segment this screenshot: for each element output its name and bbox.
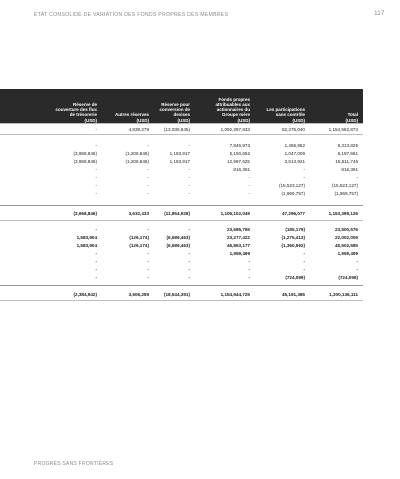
cell-equity-parent: 1,106,102,049 [220,211,250,216]
cell-equity-parent: 46,863,177 [227,243,250,248]
table-row [0,190,363,198]
cell-equity-parent: 5,150,652 [229,151,250,156]
table-row [0,226,363,234]
cell-equity-parent: - [248,275,250,280]
cell-cash-flow-hedge-reserve: - [95,175,97,180]
cell-non-controlling-interests: (185,179) [285,227,305,232]
cell-currency-translation-reserve: (13,036,845) [163,127,190,132]
cell-currency-translation-reserve: - [188,183,190,188]
cell-currency-translation-reserve: 1,183,917 [169,159,190,164]
cell-equity-parent: - [248,259,250,264]
table-row [0,150,363,158]
cell-other-reserves: 3,632,433 [128,211,149,216]
cell-cash-flow-hedge-reserve: 1,583,904 [76,235,97,240]
cell-equity-parent: 12,997,625 [227,159,250,164]
column-header-currency-translation-reserve: Réserve pour conversion de devises (USD) [159,101,190,123]
cell-total: - [356,175,358,180]
cell-total: 6,197,661 [337,151,358,156]
cell-currency-translation-reserve: - [188,259,190,264]
cell-total: 1,154,562,873 [328,127,358,132]
cell-non-controlling-interests: - [303,251,305,256]
cell-total: - [356,267,358,272]
cell-non-controlling-interests: - [303,167,305,172]
table-row [0,126,363,134]
cell-non-controlling-interests: 45,191,386 [282,292,305,297]
cell-cash-flow-hedge-reserve: - [95,167,97,172]
cell-currency-translation-reserve: - [188,191,190,196]
cell-non-controlling-interests: - [303,267,305,272]
cell-currency-translation-reserve: - [188,227,190,232]
cell-other-reserves: - [147,259,149,264]
cell-other-reserves: 4,839,279 [128,127,149,132]
cell-total: 1,200,136,111 [329,292,358,297]
cell-equity-parent: 1,154,944,725 [220,292,250,297]
cell-cash-flow-hedge-reserve: (3,968,846) [73,151,97,156]
cell-other-reserves: - [147,175,149,180]
running-head: ÉTAT CONSOLIDÉ DE VARIATION DES FONDS PROPRES DES MEMBRES [34,12,229,18]
cell-equity-parent: 1,959,499 [229,251,250,256]
cell-currency-translation-reserve: - [188,175,190,180]
column-header-equity-parent: Fonds propres attribuables aux actionnaires du Groupe mère (USD) [215,96,250,123]
cell-cash-flow-hedge-reserve: (2,384,942) [73,292,97,297]
table-row [0,158,363,166]
cell-equity-parent: 816,391 [233,167,250,172]
cell-other-reserves: (1,206,846) [125,159,149,164]
column-header-other-reserves: Autres réserves (USD) [114,112,149,123]
cell-equity-parent: 23,685,755 [227,227,250,232]
cell-cash-flow-hedge-reserve: - [95,267,97,272]
cell-equity-parent: - [248,267,250,272]
cell-cash-flow-hedge-reserve: - [95,191,97,196]
cell-total: 15,511,746 [335,159,358,164]
table-row [0,234,363,242]
cell-non-controlling-interests: (1,275,413) [281,235,305,240]
cell-equity-parent: 23,277,422 [227,235,250,240]
table-row [0,274,363,282]
table-row [0,242,363,250]
table-rule [0,134,363,135]
cell-other-reserves: - [147,267,149,272]
cell-currency-translation-reserve: (6,689,463) [166,243,190,248]
table-row [0,174,363,182]
table-rule [0,220,363,221]
page-number: 117 [374,10,385,17]
cell-currency-translation-reserve: (6,689,463) [166,235,190,240]
cell-non-controlling-interests: (1,969,757) [281,191,305,196]
cell-other-reserves: (1,206,846) [125,151,149,156]
footer-text: PROGRÈS SANS FRONTIÈRES [34,461,114,467]
cell-currency-translation-reserve: - [188,267,190,272]
cell-cash-flow-hedge-reserve: - [95,227,97,232]
table-rule [0,123,363,124]
cell-cash-flow-hedge-reserve: - [95,259,97,264]
cell-cash-flow-hedge-reserve: (3,968,846) [73,211,97,216]
cell-currency-translation-reserve: - [188,167,190,172]
cell-equity-parent: - [248,183,250,188]
table-rule [0,300,363,301]
cell-other-reserves: - [147,191,149,196]
cell-currency-translation-reserve: (11,854,928) [164,211,190,216]
table-row [0,210,363,218]
table-row [0,266,363,274]
cell-currency-translation-reserve: - [188,143,190,148]
cell-currency-translation-reserve: - [188,275,190,280]
table-row [0,258,363,266]
column-header-cash-flow-hedge-reserve: Réserve de couverture des flux de trésorerie (USD) [55,101,97,123]
cell-total: 23,500,576 [335,227,358,232]
cell-total: 1,153,398,126 [328,211,358,216]
cell-total: (1,969,757) [334,191,358,196]
cell-total: 45,502,585 [335,243,358,248]
cell-other-reserves: - [147,183,149,188]
cell-non-controlling-interests: 1,466,852 [284,143,305,148]
cell-non-controlling-interests: - [303,259,305,264]
cell-cash-flow-hedge-reserve: 1,583,904 [76,243,97,248]
cell-total: 22,002,009 [335,235,358,240]
cell-non-controlling-interests: 1,047,009 [284,151,305,156]
cell-currency-translation-reserve: (18,544,391) [163,292,190,297]
table-row [0,250,363,258]
column-header-non-controlling-interests: Les participations sans contrôle (USD) [266,107,305,123]
table-row [0,182,363,190]
column-header-total: Total (USD) [345,112,358,123]
cell-other-reserves: 3,506,259 [128,292,149,297]
cell-cash-flow-hedge-reserve: - [95,127,97,132]
cell-other-reserves: - [147,227,149,232]
cell-total: (15,523,127) [331,183,358,188]
table-rule [0,205,363,206]
cell-non-controlling-interests: (1,360,592) [281,243,305,248]
cell-total: 9,313,825 [337,143,358,148]
cell-total: - [356,259,358,264]
table-rule [0,285,363,286]
cell-other-reserves: - [147,167,149,172]
cell-cash-flow-hedge-reserve: (3,968,846) [73,159,97,164]
cell-cash-flow-hedge-reserve: - [95,275,97,280]
cell-currency-translation-reserve: 1,183,917 [169,151,190,156]
cell-non-controlling-interests: (15,523,127) [278,183,305,188]
cell-other-reserves: - [147,275,149,280]
cell-other-reserves: - [147,143,149,148]
cell-non-controlling-interests: 2,513,921 [284,159,305,164]
cell-equity-parent: - [248,191,250,196]
cell-total: 1,959,499 [337,251,358,256]
cell-cash-flow-hedge-reserve: - [95,143,97,148]
cell-non-controlling-interests: 47,296,077 [282,211,305,216]
cell-non-controlling-interests: (724,099) [285,275,305,280]
table-row [0,142,363,150]
cell-equity-parent: 7,846,973 [229,143,250,148]
cell-other-reserves: (126,174) [129,243,149,248]
cell-currency-translation-reserve: - [188,251,190,256]
table-row [0,291,363,299]
cell-equity-parent: 1,092,297,833 [220,127,250,132]
cell-non-controlling-interests: 62,275,040 [282,127,305,132]
table-row [0,166,363,174]
cell-other-reserves: - [147,251,149,256]
cell-cash-flow-hedge-reserve: - [95,251,97,256]
cell-total: 816,391 [341,167,358,172]
cell-other-reserves: (126,174) [129,235,149,240]
cell-non-controlling-interests: - [303,175,305,180]
cell-total: (724,099) [338,275,358,280]
cell-equity-parent: - [248,175,250,180]
cell-cash-flow-hedge-reserve: - [95,183,97,188]
